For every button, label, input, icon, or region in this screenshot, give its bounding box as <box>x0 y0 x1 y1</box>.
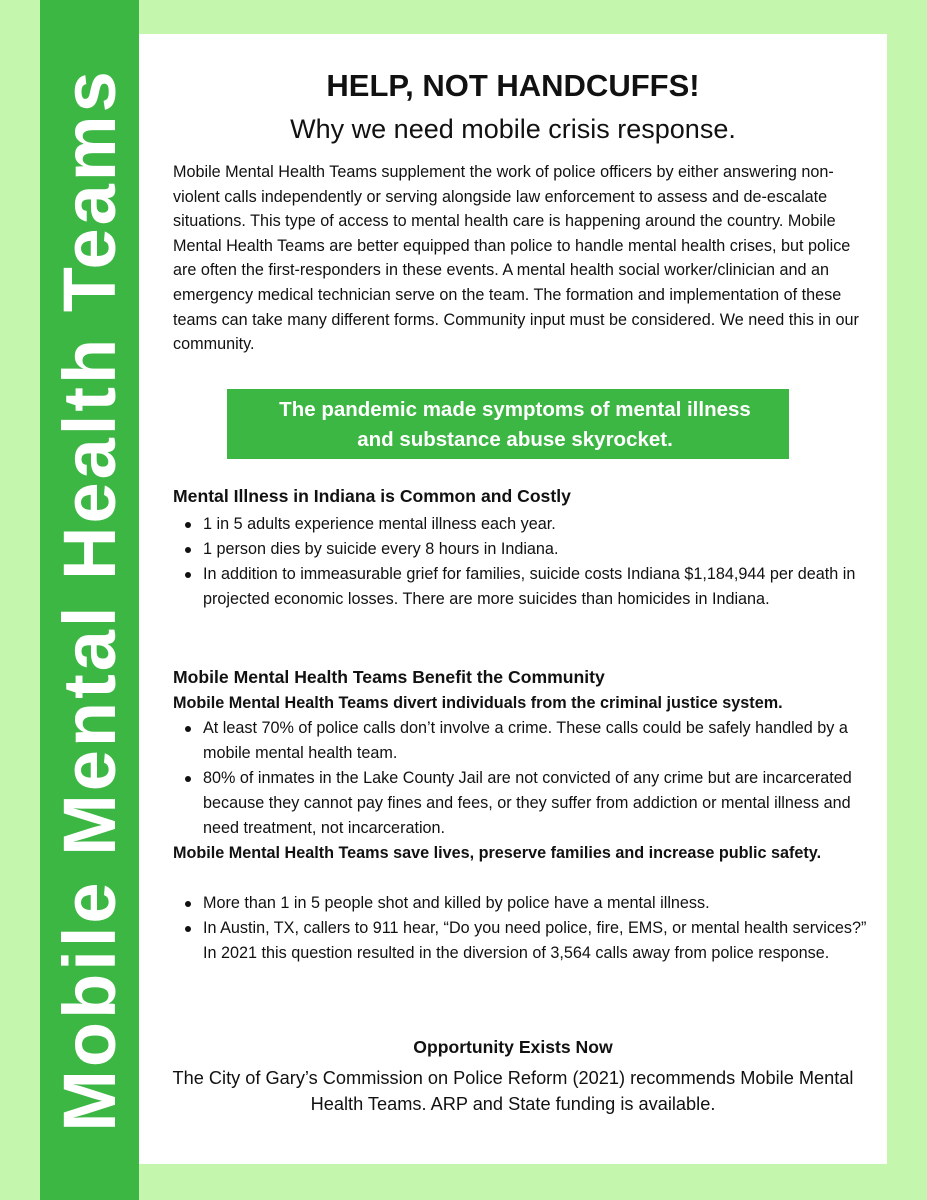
list-item: At least 70% of police calls don’t involve a crime. These calls could be safely handled by a mobile mental health team. <box>173 716 873 766</box>
indiana-list <box>173 512 873 612</box>
callout-line-2: and substance abuse skyrocket. <box>357 428 673 451</box>
side-title: Mobile Mental Health Teams <box>47 68 131 1132</box>
list-item: In addition to immeasurable grief for families, suicide costs Indiana $1,184,944 per death in projected economic losses. There are more suicides than homicides in Indiana. <box>173 562 873 612</box>
callout-line-1: The pandemic made symptoms of mental illness <box>279 398 751 421</box>
save-lives-list <box>173 891 873 966</box>
content-panel <box>139 34 887 1164</box>
list-item: 80% of inmates in the Lake County Jail are not convicted of any crime but are incarcerated because they cannot pay fines and fees, or they suffer from addiction or mental illness and need treatment, not incarceration. <box>173 766 873 841</box>
divert-list <box>173 716 873 841</box>
list-item: 1 person dies by suicide every 8 hours in Indiana. <box>173 537 873 562</box>
callout-box <box>227 389 789 459</box>
page-headline: HELP, NOT HANDCUFFS! <box>326 68 700 103</box>
benefit-section-title: Mobile Mental Health Teams Benefit the Community <box>173 667 605 687</box>
intro-paragraph: Mobile Mental Health Teams supplement the work of police officers by either answering non-violent calls independently or serving alongside law enforcement to assess and de-escalate situations. This type of access to mental health care is happening around the country. Mobile Mental Health Teams are better equipped than police to handle mental health crises, but police are often the first-responders in these events. A mental health social worker/clinician and an emergency medical technician serve on the team. The formation and implementation of these teams can take many different forms. Community input must be considered. We need this in our community. <box>173 163 859 354</box>
indiana-section-title: Mental Illness in Indiana is Common and Costly <box>173 486 571 506</box>
page-subhead: Why we need mobile crisis response. <box>290 114 736 144</box>
closing-title: Opportunity Exists Now <box>413 1037 613 1057</box>
list-item: 1 in 5 adults experience mental illness each year. <box>173 512 873 537</box>
side-bar <box>40 0 139 1200</box>
divert-subtitle: Mobile Mental Health Teams divert individuals from the criminal justice system. <box>173 694 783 712</box>
list-item: More than 1 in 5 people shot and killed by police have a mental illness. <box>173 891 873 916</box>
save-lives-subtitle: Mobile Mental Health Teams save lives, preserve families and increase public safety. <box>173 844 822 862</box>
closing-text: The City of Gary’s Commission on Police Reform (2021) recommends Mobile Mental Health Teams. ARP and State funding is available. <box>172 1068 854 1114</box>
list-item: In Austin, TX, callers to 911 hear, “Do you need police, fire, EMS, or mental health services?” In 2021 this question resulted in the diversion of 3,564 calls away from police response. <box>173 916 873 966</box>
